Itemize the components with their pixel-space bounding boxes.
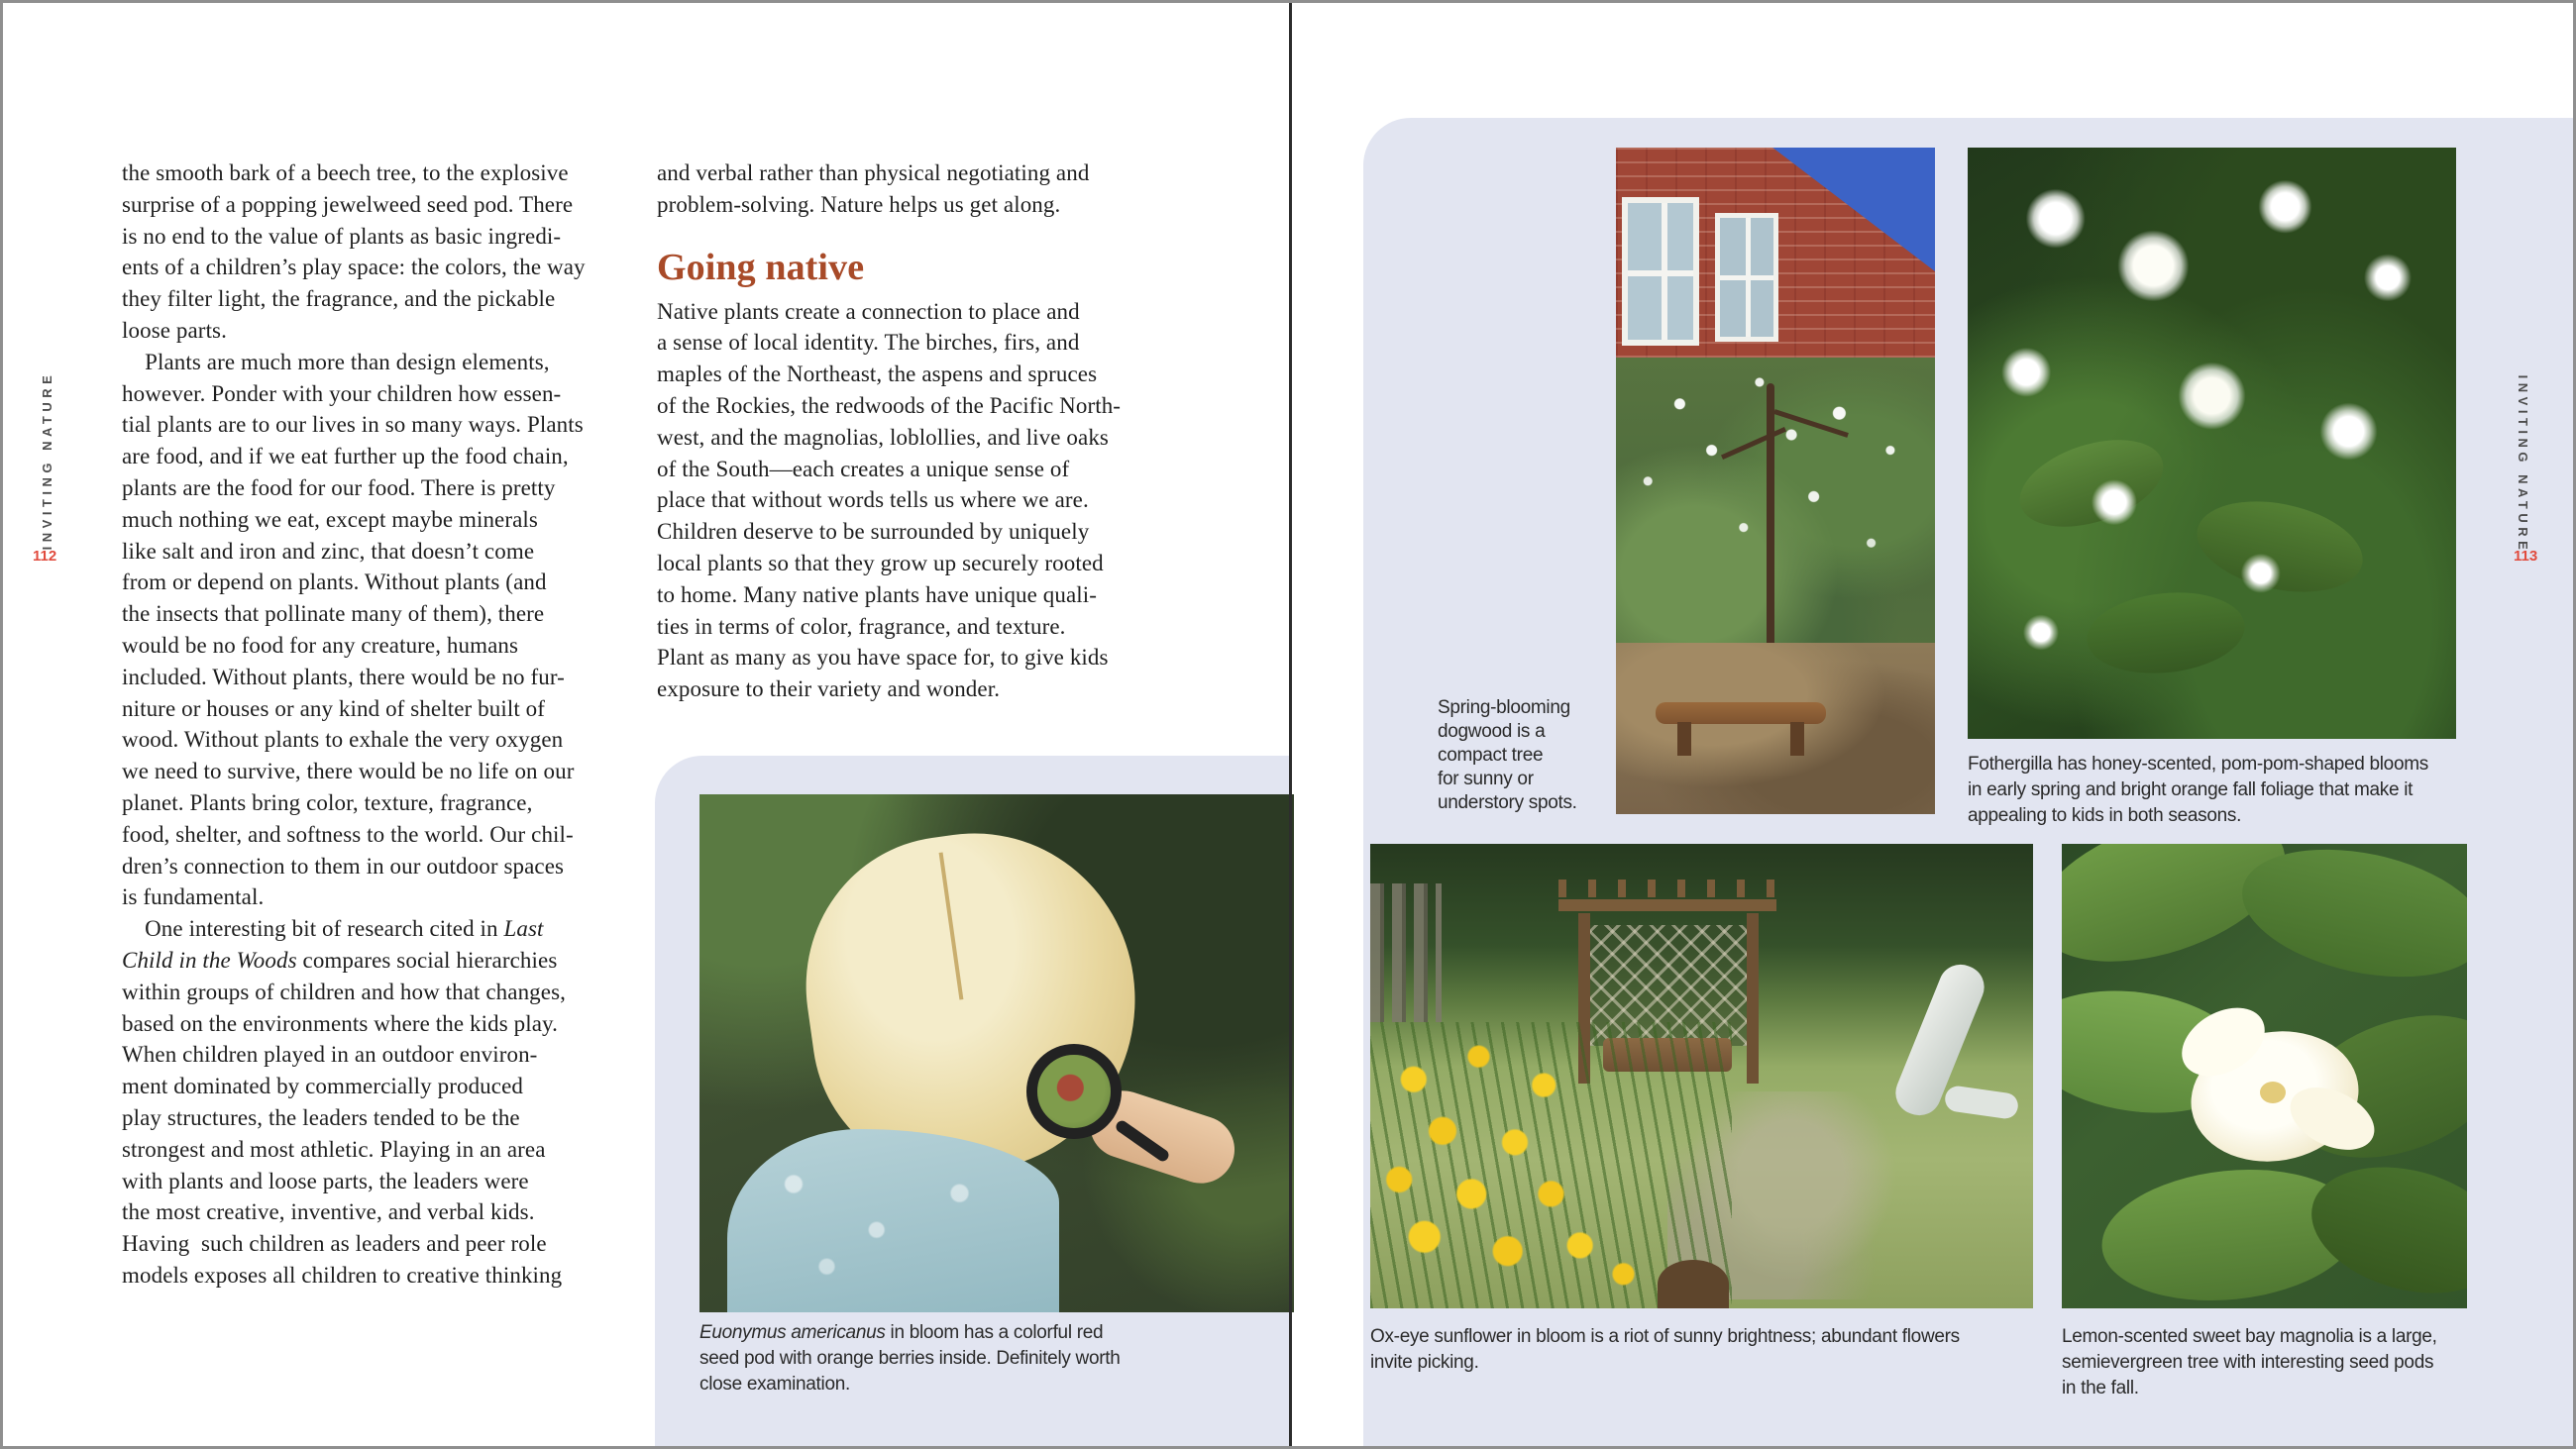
dogwood-foliage — [1616, 358, 1935, 667]
magnolia-flower-center — [2260, 1082, 2286, 1103]
oxeye-slide-runout — [1944, 1085, 2020, 1120]
oxeye-arbor-beam — [1558, 899, 1776, 911]
section-heading-going-native: Going native — [657, 246, 865, 288]
photo-dogwood — [1616, 148, 1935, 814]
body-column-2-intro: and verbal rather than physical negotiating and problem-solving. Nature helps us get along. — [657, 160, 1090, 217]
dogwood-window — [1622, 197, 1699, 346]
fothergilla-blooms — [1968, 148, 2456, 739]
body-column-2 — [657, 157, 1172, 705]
magnolia-leaf — [2230, 844, 2467, 997]
caption-dogwood: Spring-blooming dogwood is a compact tree for sunny or understory spots. — [1438, 697, 1577, 813]
page-gutter-divider — [1289, 3, 1292, 1449]
girl-dress — [727, 1129, 1059, 1312]
oxeye-child-head — [1658, 1260, 1729, 1308]
sidebar-label-right: INVITING NATURE — [2516, 374, 2530, 555]
caption-euonymus: Euonymus americanus in bloom has a colorful red seed pod with orange berries inside. Definitely worth close examination. — [699, 1322, 1121, 1395]
magnifying-glass — [1026, 1044, 1122, 1139]
dogwood-ground — [1616, 643, 1935, 814]
photo-girl-magnifier — [699, 794, 1294, 1312]
caption-magnolia: Lemon-scented sweet bay magnolia is a large, semievergreen tree with interesting seed pods in the fall. — [2062, 1326, 2437, 1398]
dogwood-bench-leg — [1790, 722, 1804, 756]
body-column-1: the smooth bark of a beech tree, to the explosive surprise of a popping jewelweed seed pod. There is no end to the value of plants as basic ingredi- ents of a children’s play space: the colors, the way they filter light, the fragrance, and the pickable loose parts. Plants are much more than design elements, however. Ponder with your children how essen- tial plants are to our lives in so many ways. Plants are food, and if we eat further up the food chain, plants are the food for our food. There is pretty much nothing we eat, except maybe minerals like salt and iron and zinc, that doesn’t come from or depend on plants. Without plants (and the insects that pollinate many of them), there would be no food for any creature, humans included. Without plants, there would be no fur- niture or houses or any kind of shelter built of wood. Without plants to exhale the very oxygen we need to survive, there would be no life on our planet. Plants bring color, texture, fragrance, food, shelter, and softness to the world. Our chil- dren’s connection to them in our outdoor spaces is fundamental. One interesting bit of research cited in Last Child in the Woods compares social hierarchies within groups of children and how that changes, based on the environments where the kids play. When children played in an outdoor environ- ment dominated by commercially produced play structures, the leaders tended to be the strongest and most athletic. Playing in an area with plants and loose parts, the leaders were the most creative, inventive, and verbal kids. Having such children as leaders and peer role models exposes all children to creative thinking — [122, 160, 586, 1288]
sidebar-label-left: INVITING NATURE — [40, 370, 54, 551]
photo-fothergilla — [1968, 148, 2456, 739]
body-column-2-native: Native plants create a connection to place and a sense of local identity. The birches, firs, and maples of the Northeast, the aspens and spruces of the Rockies, the redwoods of the Pacific North- west, and the magnolias, loblollies, and live oaks of the South—each creates a unique sense of place that without words tells us where we are. Children deserve to be surrounded by uniquely local plants so that they grow up securely rooted to home. Many native plants have unique quali- ties in terms of color, fragrance, and texture. Plant as many as you have space for, to give kids exposure to their variety and wonder. — [657, 298, 1122, 702]
photo-magnolia — [2062, 844, 2467, 1308]
caption-fothergilla: Fothergilla has honey-scented, pom-pom-shaped blooms in early spring and bright orange fall foliage that make it appealing to kids in both seasons. — [1968, 754, 2428, 826]
dogwood-bench-leg — [1677, 722, 1691, 756]
photo-oxeye-sunflower — [1370, 844, 2033, 1308]
caption-oxeye: Ox-eye sunflower in bloom is a riot of sunny brightness; abundant flowers invite picking. — [1370, 1326, 1960, 1373]
magnolia-leaf — [2298, 1147, 2467, 1308]
page-number-right: 113 — [2514, 548, 2538, 565]
dogwood-window — [1715, 213, 1778, 342]
oxeye-arbor-rafters — [1558, 880, 1776, 897]
dogwood-bench — [1656, 702, 1826, 724]
oxeye-fence — [1370, 883, 1442, 1022]
page-number-left: 112 — [33, 548, 57, 565]
oxeye-arbor-post — [1747, 913, 1759, 1084]
